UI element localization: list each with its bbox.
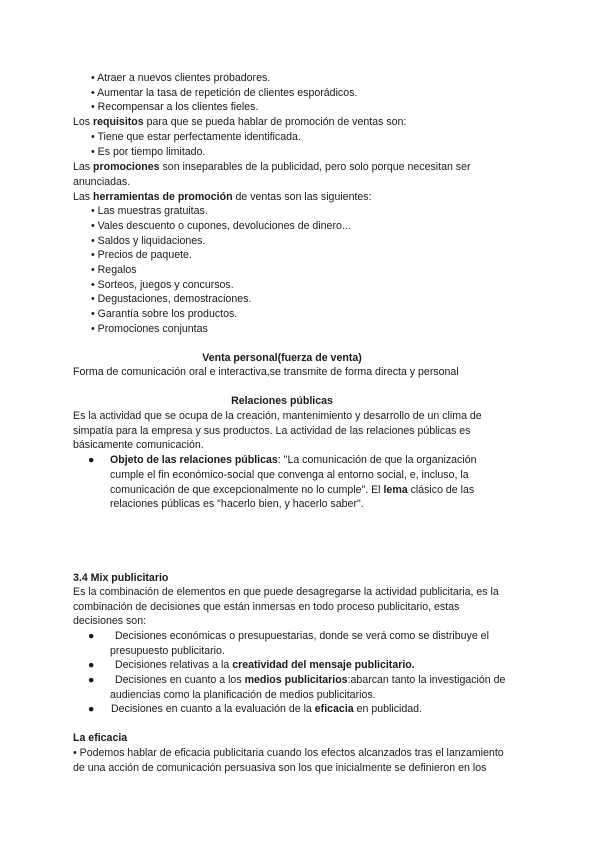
bold-term: medios publicitarios — [244, 674, 348, 686]
bullet-icon: ● — [88, 454, 95, 466]
paragraph-line: combinación de decisiones que están inmersas en todo proceso publicitario, estas — [73, 601, 460, 613]
list-item: • Precios de paquete. — [91, 249, 192, 261]
list-item: • Las muestras gratuitas. — [91, 205, 208, 217]
list-item: • Vales descuento o cupones, devoluciones de dinero... — [91, 220, 351, 232]
text: Las — [73, 191, 94, 203]
paragraph-line: Forma de comunicación oral e interactiva,se transmite de forma directa y personal — [73, 366, 459, 378]
objeto-paragraph — [110, 453, 477, 468]
paragraph-line: Es la combinación de elementos en que puede desagregarse la actividad publicitaria, es la — [73, 586, 499, 598]
text: Decisiones relativas a la — [115, 659, 233, 671]
bold-term: Objeto de las relaciones públicas — [110, 454, 278, 466]
bullet-icon: ● — [88, 703, 95, 715]
section-heading: 3.4 Mix publicitario — [73, 572, 169, 584]
bullet-icon: ● — [88, 630, 95, 642]
text: para que se pueda hablar de promoción de ventas son: — [143, 116, 407, 128]
text: Decisiones en cuanto a los — [115, 674, 245, 686]
paragraph-line: de una acción de comunicación persuasiva son los que inicialmente se definieron en los — [73, 762, 487, 774]
text: :abarcan tanto la investigación de — [347, 674, 506, 686]
paragraph-line: Es la actividad que se ocupa de la creación, mantenimiento y desarrollo de un clima de — [73, 410, 482, 422]
paragraph-line: presupuesto publicitario. — [110, 645, 225, 657]
bold-term: herramientas de promoción — [93, 191, 233, 203]
paragraph-line: relaciones públicas es "hacerlo bien, y hacerlo saber". — [110, 498, 364, 510]
bold-term: promociones — [93, 161, 160, 173]
paragraph-line: simpatía para la empresa y sus productos. La actividad de las relaciones públicas es — [73, 425, 471, 437]
text: de ventas son las siguientes: — [232, 191, 372, 203]
bold-term: creatividad del mensaje publicitario. — [232, 659, 415, 671]
list-item: • Atraer a nuevos clientes probadores. — [91, 72, 271, 84]
list-item: • Saldos y liquidaciones. — [91, 235, 206, 247]
section-heading: Relaciones públicas — [231, 395, 333, 407]
text: clásico de las — [407, 484, 475, 496]
paragraph-line: • Podemos hablar de eficacia publicitaria cuando los efectos alcanzados tras el lanzamiento — [73, 747, 504, 759]
paragraph-line — [115, 658, 415, 673]
list-item: • Regalos — [91, 264, 137, 276]
text: : "La comunicación de que la organización — [277, 454, 477, 466]
bullet-icon: ● — [88, 674, 95, 686]
bold-term: eficacia — [314, 703, 354, 715]
text: Los — [73, 116, 94, 128]
paragraph-line — [110, 483, 474, 498]
paragraph-line: decisiones son: — [73, 615, 147, 627]
paragraph-line: anunciadas. — [73, 176, 131, 188]
paragraph-line: audiencias como la planificación de medios publicitarios. — [110, 689, 376, 701]
list-item: • Aumentar la tasa de repetición de clientes esporádicos. — [91, 87, 358, 99]
section-heading: La eficacia — [73, 732, 128, 744]
text: Las — [73, 161, 94, 173]
text: comunicación de que excepcionalmente no lo cumple". El — [110, 484, 384, 496]
bold-term: lema — [383, 484, 408, 496]
list-item: • Promociones conjuntas — [91, 323, 208, 335]
text: son inseparables de la publicidad, pero solo porque necesitan ser — [159, 161, 471, 173]
text: en publicidad. — [353, 703, 422, 715]
paragraph-line — [111, 702, 422, 717]
list-item: • Degustaciones, demostraciones. — [91, 293, 252, 305]
herramientas-paragraph — [73, 190, 372, 205]
paragraph-line — [115, 673, 505, 688]
paragraph-line: básicamente comunicación. — [73, 439, 204, 451]
requisitos-paragraph — [73, 115, 406, 130]
paragraph-line: Decisiones económicas o presupuestarias, donde se verá como se distribuye el — [115, 630, 489, 642]
promociones-paragraph — [73, 160, 471, 175]
list-item: • Sorteos, juegos y concursos. — [91, 279, 234, 291]
paragraph-line: cumple el fin económico-social que convenga al entorno social, e, incluso, la — [110, 469, 469, 481]
text: Decisiones en cuanto a la evaluación de la — [111, 703, 315, 715]
list-item: • Es por tiempo limitado. — [91, 146, 206, 158]
list-item: • Garantía sobre los productos. — [91, 308, 238, 320]
section-heading: Venta personal(fuerza de venta) — [202, 352, 362, 364]
list-item: • Tiene que estar perfectamente identificada. — [91, 131, 301, 143]
bold-term: requisitos — [93, 116, 144, 128]
list-item: • Recompensar a los clientes fieles. — [91, 101, 259, 113]
bullet-icon: ● — [88, 659, 95, 671]
